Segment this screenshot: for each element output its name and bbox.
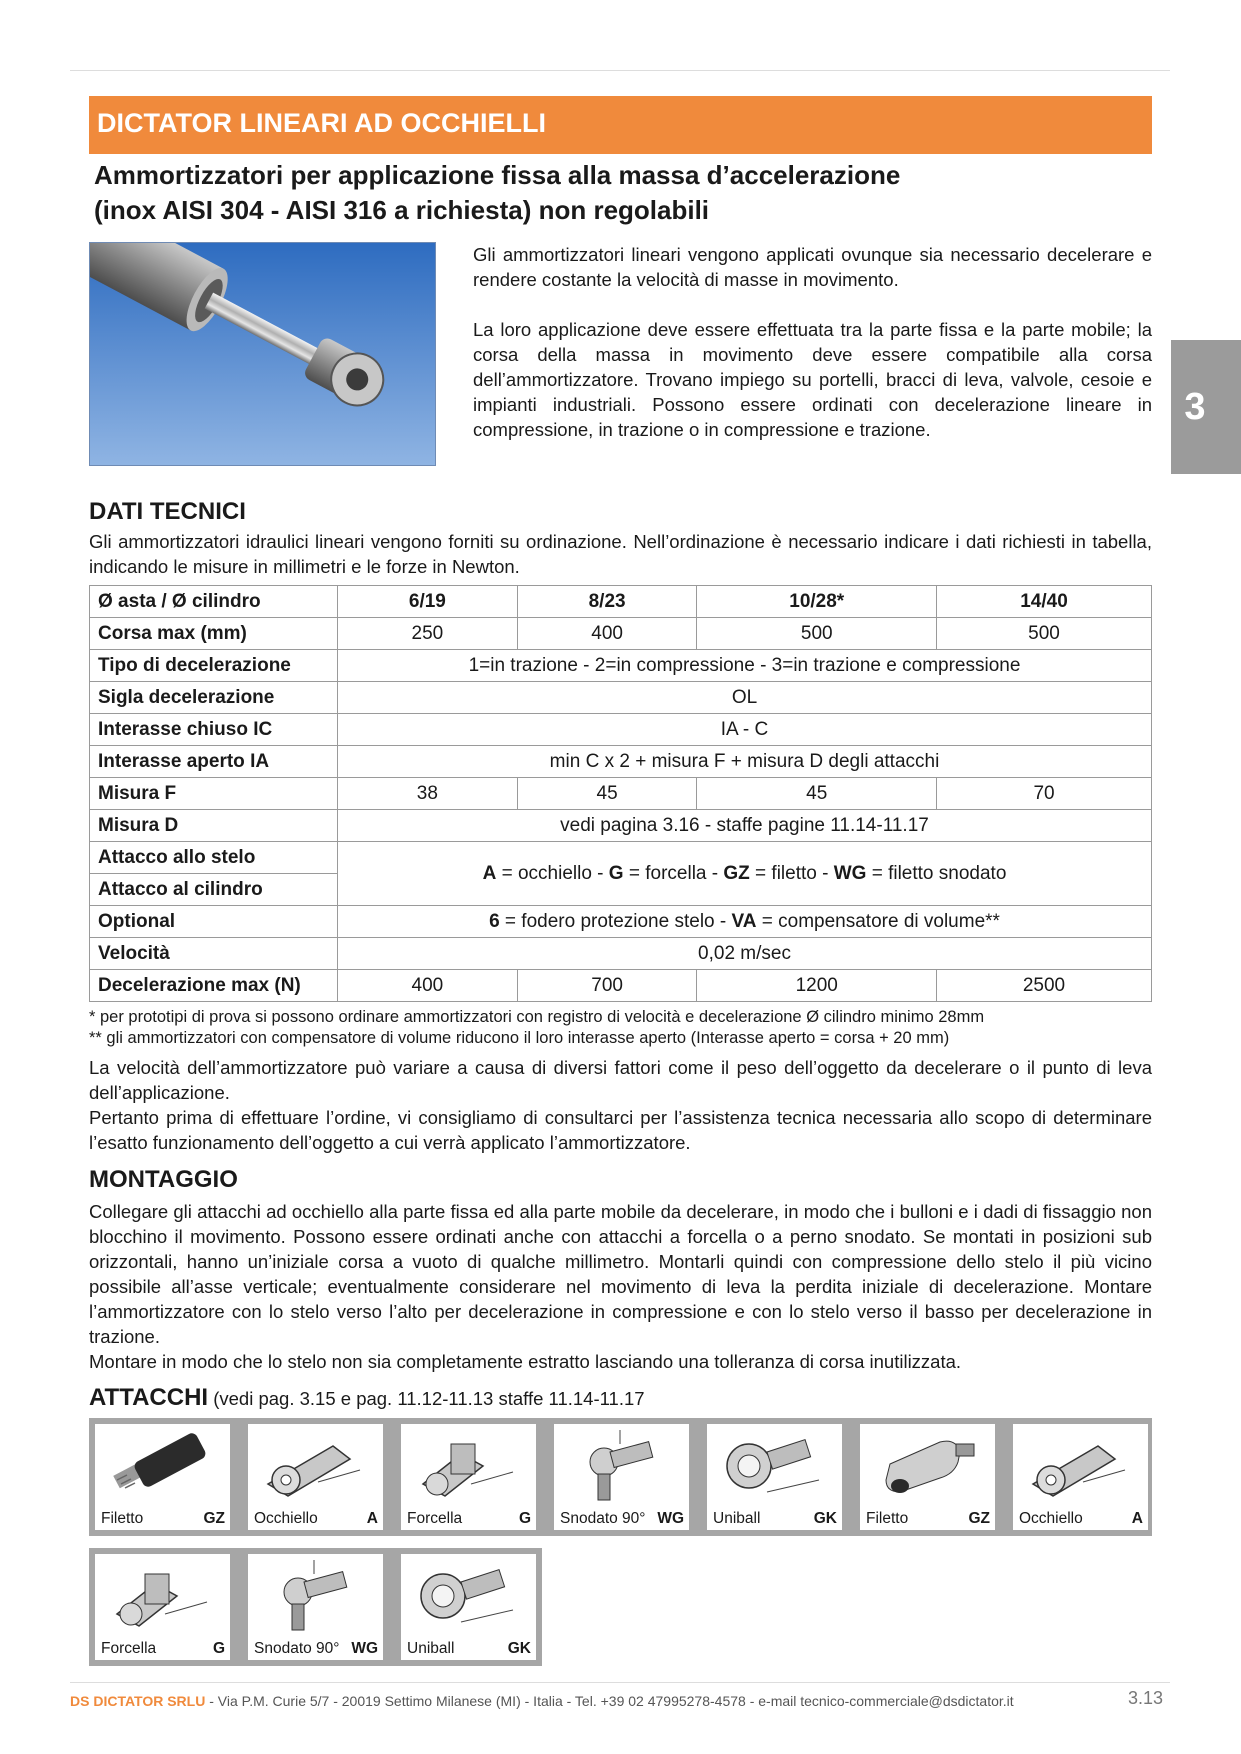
text-va: = compensatore di volume** xyxy=(756,910,1000,932)
text-wg: = filetto snodato xyxy=(866,862,1007,884)
intro-paragraph-2: La loro applicazione deve essere effettuata tra la parte fissa e la parte mobile; la corsa della massa in movimento deve essere compatibile alla corsa dell’ammortizzatore. Trovano impiego su portelli, bracci di leva, valvole, cesoie e impianti industriali. Possono essere ordinati con decelerazione lineare in compressione, in trazione o in compressione e trazione. xyxy=(473,319,1152,440)
product-photo xyxy=(89,242,436,466)
table-cell: 45 xyxy=(697,778,937,810)
eye-end-icon xyxy=(1013,1424,1148,1508)
attachment-code: GZ xyxy=(968,1510,990,1527)
table-cell: 10/28* xyxy=(697,586,937,618)
attachments-row-1 xyxy=(89,1418,1152,1536)
subtitle-line-1: Ammortizzatori per applicazione fissa alla massa d’accelerazione xyxy=(94,160,901,190)
row-label: Decelerazione max (N) xyxy=(90,970,338,1002)
table-cell-attacchi xyxy=(338,842,1152,906)
row-label: Interasse aperto IA xyxy=(90,746,338,778)
chapter-tab xyxy=(1171,340,1241,474)
attachments-row-2 xyxy=(89,1548,542,1666)
attachment-code: WG xyxy=(657,1510,684,1527)
technical-data-table xyxy=(89,585,1152,1002)
company-name: DS DICTATOR SRLU xyxy=(70,1693,206,1709)
table-cell: 1=in trazione - 2=in compressione - 3=in trazione e compressione xyxy=(338,650,1152,682)
rod-end-bearing-icon xyxy=(401,1554,536,1638)
table-cell: 45 xyxy=(517,778,697,810)
banner-title: DICTATOR LINEARI AD OCCHIELLI xyxy=(97,108,546,138)
montaggio-paragraph-1: Collegare gli attacchi ad occhiello alla parte fissa ed alla parte mobile da decelerare, in modo che i bulloni e i dadi di fissaggio non blocchino il movimento. Possono essere ordinati anche con attacchi a forcella o a perno snodato. Se montati in posizioni sub orizzontali, hanno un’iniziale corsa a vuoto di qualche millimetro. Montarli quindi con compressione dello stelo il più vicino possibile all’asse verticale; eventualmente considerare nel movimento di leva la perdita iniziale di decelerazione. Montare l’ammortizzatore con lo stelo verso l’alto per decelerazione in compressione e con lo stelo verso il basso per decelerazione in trazione. xyxy=(89,1201,1152,1347)
table-cell: 400 xyxy=(338,970,518,1002)
attachment-label: Occhiello xyxy=(254,1510,318,1527)
angle-joint-icon xyxy=(248,1554,383,1638)
table-cell: OL xyxy=(338,682,1152,714)
text-g: = forcella - xyxy=(623,862,724,884)
table-cell: 14/40 xyxy=(937,586,1152,618)
montaggio-paragraph-2: Montare in modo che lo stelo non sia completamente estratto lasciando una tolleranza di corsa inutilizzata. xyxy=(89,1351,962,1372)
attachment-code: WG xyxy=(351,1640,378,1657)
velocity-text xyxy=(89,1055,1152,1155)
table-row xyxy=(90,970,1152,1002)
footnote-1: * per prototipi di prova si possono ordinare ammortizzatori con registro di velocità e decelerazione Ø cilindro minimo 28mm xyxy=(89,1008,985,1026)
table-cell: 250 xyxy=(338,618,518,650)
footer-text xyxy=(70,1693,1014,1709)
attachment-card xyxy=(248,1554,383,1660)
intro-text xyxy=(473,242,1152,467)
table-row xyxy=(90,906,1152,938)
rod-end-bearing-icon xyxy=(707,1424,842,1508)
code-a: A xyxy=(482,862,497,884)
attachment-label: Uniball xyxy=(407,1640,455,1657)
table-cell: 700 xyxy=(517,970,697,1002)
attachment-label: Filetto xyxy=(866,1510,909,1527)
row-label: Attacco allo stelo xyxy=(90,842,338,874)
attachment-card xyxy=(95,1424,230,1530)
row-label: Sigla decelerazione xyxy=(90,682,338,714)
attachment-card xyxy=(95,1554,230,1660)
row-label: Misura D xyxy=(90,810,338,842)
attacchi-title: ATTACCHI xyxy=(89,1384,209,1411)
table-row xyxy=(90,586,1152,618)
table-cell: IA - C xyxy=(338,714,1152,746)
footnote-2: ** gli ammortizzatori con compensatore di volume riducono il loro interasse aperto (Interasse aperto = corsa + 20 mm) xyxy=(89,1029,950,1047)
attachment-code: A xyxy=(366,1510,378,1527)
code-gz: GZ xyxy=(723,862,750,884)
table-cell: 2500 xyxy=(937,970,1152,1002)
row-label: Interasse chiuso IC xyxy=(90,714,338,746)
attachment-card xyxy=(1013,1424,1148,1530)
table-cell: 8/23 xyxy=(517,586,697,618)
chapter-number: 3 xyxy=(1184,386,1206,428)
dati-tecnici-text xyxy=(89,529,1152,579)
attachment-label: Forcella xyxy=(407,1510,463,1527)
table-cell: 1200 xyxy=(697,970,937,1002)
table-row xyxy=(90,842,1152,874)
table-cell: 38 xyxy=(338,778,518,810)
attachment-code: A xyxy=(1131,1510,1143,1527)
threaded-rod-icon xyxy=(95,1424,230,1508)
table-row xyxy=(90,714,1152,746)
attachment-card xyxy=(401,1554,536,1660)
attachment-card xyxy=(248,1424,383,1530)
attachment-label: Snodato 90° xyxy=(560,1510,646,1527)
page-number: 3.13 xyxy=(1128,1688,1164,1708)
row-label: Velocità xyxy=(90,938,338,970)
table-cell-optional xyxy=(338,906,1152,938)
clevis-fork-icon xyxy=(95,1554,230,1638)
attachment-code: G xyxy=(518,1510,531,1527)
text-a: = occhiello - xyxy=(496,862,609,884)
code-wg: WG xyxy=(833,862,867,884)
velocity-paragraph-1: La velocità dell’ammortizzatore può variare a causa di diversi fattori come il peso dell’oggetto da decelerare o il punto di leva dell’applicazione. xyxy=(89,1057,1152,1103)
attachment-code: GK xyxy=(507,1640,531,1657)
table-cell: 70 xyxy=(937,778,1152,810)
code-va: VA xyxy=(731,910,757,932)
attachment-label: Uniball xyxy=(713,1510,761,1527)
table-row xyxy=(90,650,1152,682)
row-label: Optional xyxy=(90,906,338,938)
attachment-card xyxy=(401,1424,536,1530)
table-row xyxy=(90,618,1152,650)
table-cell: 0,02 m/sec xyxy=(338,938,1152,970)
section-banner xyxy=(89,96,1152,154)
dati-tecnici-heading: DATI TECNICI xyxy=(89,498,246,525)
row-label: Corsa max (mm) xyxy=(90,618,338,650)
attachment-code: G xyxy=(212,1640,225,1657)
attacchi-heading xyxy=(89,1384,645,1412)
code-6: 6 xyxy=(489,910,500,932)
row-label: Attacco al cilindro xyxy=(90,874,338,906)
text-6: = fodero protezione stelo - xyxy=(499,910,732,932)
attachment-code: GZ xyxy=(203,1510,225,1527)
subtitle-line-2: (inox AISI 304 - AISI 316 a richiesta) non regolabili xyxy=(94,195,710,225)
attacchi-subtitle: (vedi pag. 3.15 e pag. 11.12-11.13 staffe 11.14-11.17 xyxy=(208,1388,645,1409)
table-cell: 6/19 xyxy=(338,586,518,618)
table-row xyxy=(90,810,1152,842)
eye-end-icon xyxy=(248,1424,383,1508)
attachment-label: Snodato 90° xyxy=(254,1640,340,1657)
row-label: Misura F xyxy=(90,778,338,810)
row-label: Tipo di decelerazione xyxy=(90,650,338,682)
text-gz: = filetto - xyxy=(749,862,834,884)
table-footnotes xyxy=(89,1007,1159,1049)
threaded-stud-icon xyxy=(860,1424,995,1508)
attachment-card xyxy=(860,1424,995,1530)
attachment-label: Filetto xyxy=(101,1510,144,1527)
velocity-paragraph-2: Pertanto prima di effettuare l’ordine, vi consigliamo di consultarci per l’assistenza tecnica necessaria allo scopo di determinare l’esatto funzionamento dell’oggetto a cui verrà applicato l’ammortizzatore. xyxy=(89,1107,1152,1153)
intro-paragraph-1: Gli ammortizzatori lineari vengono applicati ovunque sia necessario decelerare e rendere costante la velocità di masse in movimento. xyxy=(473,244,1152,290)
code-g: G xyxy=(608,862,624,884)
montaggio-text xyxy=(89,1199,1152,1374)
table-cell: 400 xyxy=(517,618,697,650)
table-row xyxy=(90,938,1152,970)
table-cell: 500 xyxy=(937,618,1152,650)
attachment-code: GK xyxy=(813,1510,837,1527)
clevis-fork-icon xyxy=(401,1424,536,1508)
company-address: - Via P.M. Curie 5/7 - 20019 Settimo Milanese (MI) - Italia - Tel. +39 02 47995278-4578 - e-mail tecnico-commerciale@dsdictator.it xyxy=(205,1693,1014,1709)
table-row xyxy=(90,682,1152,714)
attachment-card xyxy=(554,1424,689,1530)
montaggio-heading: MONTAGGIO xyxy=(89,1166,238,1193)
page-subtitle xyxy=(94,158,1094,228)
table-cell: 500 xyxy=(697,618,937,650)
table-cell: vedi pagina 3.16 - staffe pagine 11.14-11.17 xyxy=(338,810,1152,842)
attachment-card xyxy=(707,1424,842,1530)
dati-tecnici-paragraph: Gli ammortizzatori idraulici lineari vengono forniti su ordinazione. Nell’ordinazione è necessario indicare i dati richiesti in tabella, indicando le misure in millimetri e le forze in Newton. xyxy=(89,531,1152,577)
table-row xyxy=(90,778,1152,810)
footer-rule xyxy=(70,1682,1170,1683)
attachment-label: Occhiello xyxy=(1019,1510,1083,1527)
top-rule xyxy=(70,70,1170,71)
table-cell: min C x 2 + misura F + misura D degli attacchi xyxy=(338,746,1152,778)
angle-joint-icon xyxy=(554,1424,689,1508)
attachment-label: Forcella xyxy=(101,1640,157,1657)
table-row xyxy=(90,746,1152,778)
row-label: Ø asta / Ø cilindro xyxy=(90,586,338,618)
